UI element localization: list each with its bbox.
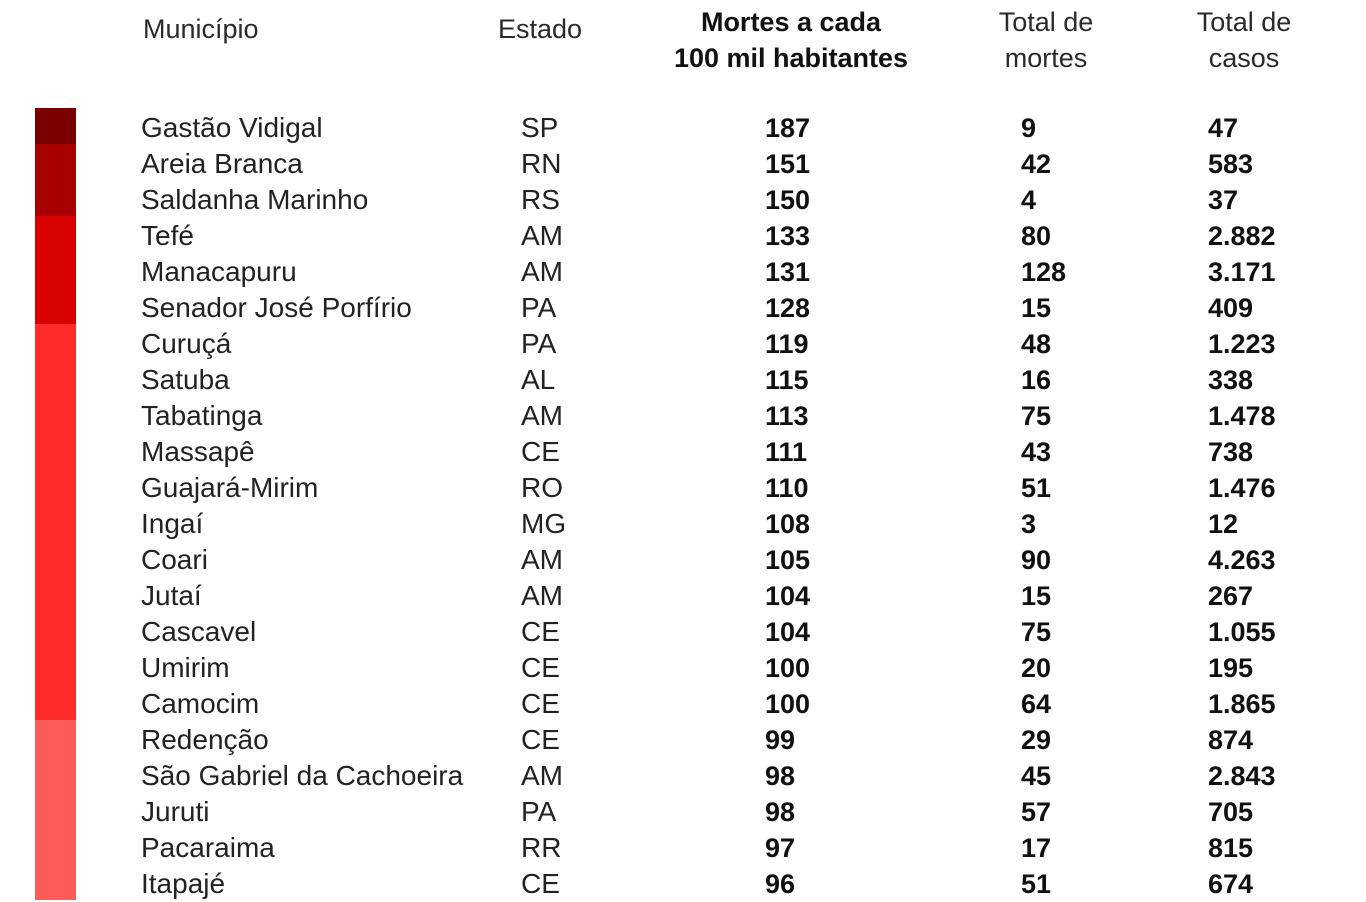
cell-deaths: 51 bbox=[1021, 473, 1052, 503]
cell-deaths: 16 bbox=[1021, 365, 1052, 395]
table-row bbox=[0, 398, 1366, 434]
table-row bbox=[0, 362, 1366, 398]
cell-municipio: São Gabriel da Cachoeira bbox=[141, 760, 464, 791]
cell-estado: AM bbox=[521, 544, 563, 575]
cell-estado: AM bbox=[521, 580, 563, 611]
column-header-cases bbox=[1164, 4, 1324, 76]
table-row bbox=[0, 578, 1366, 614]
cell-rate: 108 bbox=[765, 509, 811, 539]
cell-rate: 99 bbox=[765, 725, 796, 755]
cell-municipio: Areia Branca bbox=[141, 148, 303, 179]
cell-estado: CE bbox=[521, 724, 560, 755]
column-header-rate bbox=[646, 4, 936, 76]
cell-deaths: 45 bbox=[1021, 761, 1052, 791]
table-row bbox=[0, 470, 1366, 506]
cell-cases: 815 bbox=[1208, 833, 1254, 863]
cell-rate: 104 bbox=[765, 617, 811, 647]
cell-municipio: Ingaí bbox=[141, 508, 204, 539]
cell-cases: 37 bbox=[1208, 185, 1239, 215]
column-header-municipio-label: Município bbox=[143, 14, 259, 44]
cell-deaths: 4 bbox=[1021, 185, 1037, 215]
cell-cases: 195 bbox=[1208, 653, 1254, 683]
table-row bbox=[0, 182, 1366, 218]
cell-rate: 115 bbox=[765, 365, 809, 395]
column-header-deaths-line2: mortes bbox=[1004, 43, 1088, 73]
column-header-cases-line2: casos bbox=[1208, 43, 1280, 73]
cell-rate: 98 bbox=[765, 761, 796, 791]
cell-cases: 338 bbox=[1208, 365, 1254, 395]
cell-cases: 2.882 bbox=[1208, 221, 1276, 251]
cell-rate: 128 bbox=[765, 293, 811, 323]
cell-municipio: Gastão Vidigal bbox=[141, 112, 323, 143]
cell-estado: RS bbox=[521, 184, 560, 215]
cell-estado: AL bbox=[521, 364, 556, 395]
cell-deaths: 42 bbox=[1021, 149, 1052, 179]
cell-municipio: Guajará-Mirim bbox=[141, 472, 319, 503]
cell-estado: RN bbox=[521, 148, 562, 179]
table-row bbox=[0, 686, 1366, 722]
cell-cases: 1.055 bbox=[1208, 617, 1276, 647]
cell-estado: RR bbox=[521, 832, 562, 863]
cell-deaths: 48 bbox=[1021, 329, 1052, 359]
cell-municipio: Manacapuru bbox=[141, 256, 297, 287]
cell-deaths: 80 bbox=[1021, 221, 1052, 251]
cell-municipio: Massapê bbox=[141, 436, 255, 467]
column-header-rate-line1: Mortes a cada bbox=[700, 7, 882, 37]
cell-municipio: Redenção bbox=[141, 724, 269, 755]
cell-municipio: Cascavel bbox=[141, 616, 257, 647]
cell-estado: AM bbox=[521, 220, 563, 251]
table-row bbox=[0, 434, 1366, 470]
cell-estado: PA bbox=[521, 328, 557, 359]
cell-municipio: Senador José Porfírio bbox=[141, 292, 412, 323]
cell-deaths: 20 bbox=[1021, 653, 1052, 683]
cell-cases: 12 bbox=[1208, 509, 1239, 539]
cell-estado: SP bbox=[521, 112, 559, 143]
cell-estado: PA bbox=[521, 796, 557, 827]
table-row bbox=[0, 830, 1366, 866]
cell-rate: 96 bbox=[765, 869, 796, 899]
cell-municipio: Tefé bbox=[141, 220, 194, 251]
cell-deaths: 15 bbox=[1021, 581, 1052, 611]
table-row bbox=[0, 542, 1366, 578]
cell-deaths: 75 bbox=[1021, 617, 1052, 647]
cell-municipio: Itapajé bbox=[141, 868, 226, 899]
cell-municipio: Coari bbox=[141, 544, 208, 575]
cell-cases: 47 bbox=[1208, 113, 1239, 143]
table-row bbox=[0, 650, 1366, 686]
table-row bbox=[0, 110, 1366, 146]
cell-deaths: 128 bbox=[1021, 257, 1067, 287]
cell-estado: PA bbox=[521, 292, 557, 323]
column-header-deaths bbox=[966, 4, 1126, 76]
table-row bbox=[0, 218, 1366, 254]
cell-rate: 150 bbox=[765, 185, 811, 215]
table-row bbox=[0, 326, 1366, 362]
cell-rate: 119 bbox=[765, 329, 809, 359]
cell-rate: 100 bbox=[765, 653, 811, 683]
cell-deaths: 29 bbox=[1021, 725, 1052, 755]
cell-cases: 674 bbox=[1208, 869, 1254, 899]
cell-deaths: 90 bbox=[1021, 545, 1052, 575]
column-header-rate-line2: 100 mil habitantes bbox=[673, 43, 909, 73]
cell-estado: CE bbox=[521, 652, 560, 683]
cell-cases: 2.843 bbox=[1208, 761, 1276, 791]
table-row bbox=[0, 146, 1366, 182]
cell-estado: AM bbox=[521, 256, 563, 287]
cell-estado: CE bbox=[521, 868, 560, 899]
cell-rate: 131 bbox=[765, 257, 811, 287]
cell-cases: 1.478 bbox=[1208, 401, 1276, 431]
column-header-cases-line1: Total de bbox=[1196, 7, 1292, 37]
cell-rate: 187 bbox=[765, 113, 811, 143]
cell-deaths: 75 bbox=[1021, 401, 1052, 431]
cell-cases: 267 bbox=[1208, 581, 1254, 611]
table-row bbox=[0, 758, 1366, 794]
table-row bbox=[0, 722, 1366, 758]
cell-deaths: 43 bbox=[1021, 437, 1052, 467]
cell-deaths: 3 bbox=[1021, 509, 1037, 539]
cell-rate: 110 bbox=[765, 473, 809, 503]
cell-estado: CE bbox=[521, 436, 560, 467]
cell-cases: 583 bbox=[1208, 149, 1254, 179]
cell-deaths: 51 bbox=[1021, 869, 1052, 899]
cell-estado: RO bbox=[521, 472, 563, 503]
cell-deaths: 15 bbox=[1021, 293, 1052, 323]
table-row bbox=[0, 794, 1366, 830]
table-row bbox=[0, 506, 1366, 542]
cell-rate: 111 bbox=[765, 437, 808, 467]
cell-cases: 1.865 bbox=[1208, 689, 1276, 719]
cell-deaths: 17 bbox=[1021, 833, 1052, 863]
cell-municipio: Curuçá bbox=[141, 328, 232, 359]
cell-rate: 113 bbox=[765, 401, 809, 431]
table-row bbox=[0, 290, 1366, 326]
cell-cases: 1.476 bbox=[1208, 473, 1276, 503]
cell-rate: 104 bbox=[765, 581, 811, 611]
table-row bbox=[0, 614, 1366, 650]
column-header-deaths-line1: Total de bbox=[998, 7, 1094, 37]
table-row bbox=[0, 254, 1366, 290]
cell-municipio: Umirim bbox=[141, 652, 230, 683]
cell-municipio: Pacaraima bbox=[141, 832, 275, 863]
cell-rate: 97 bbox=[765, 833, 796, 863]
cell-cases: 874 bbox=[1208, 725, 1254, 755]
cell-cases: 409 bbox=[1208, 293, 1254, 323]
cell-cases: 1.223 bbox=[1208, 329, 1276, 359]
cell-rate: 133 bbox=[765, 221, 811, 251]
cell-estado: MG bbox=[521, 508, 567, 539]
cell-municipio: Tabatinga bbox=[141, 400, 263, 431]
cell-rate: 151 bbox=[765, 149, 811, 179]
cell-rate: 98 bbox=[765, 797, 796, 827]
column-header-estado-label: Estado bbox=[498, 14, 583, 44]
column-header-estado bbox=[498, 11, 582, 47]
cell-estado: AM bbox=[521, 400, 563, 431]
cell-deaths: 64 bbox=[1021, 689, 1052, 719]
cell-rate: 100 bbox=[765, 689, 811, 719]
cell-cases: 705 bbox=[1208, 797, 1254, 827]
cell-estado: CE bbox=[521, 616, 560, 647]
cell-municipio: Juruti bbox=[141, 796, 210, 827]
cell-municipio: Satuba bbox=[141, 364, 230, 395]
cell-deaths: 9 bbox=[1021, 113, 1037, 143]
column-header-municipio bbox=[143, 11, 259, 47]
cell-cases: 738 bbox=[1208, 437, 1254, 467]
cell-estado: AM bbox=[521, 760, 563, 791]
cell-rate: 105 bbox=[765, 545, 811, 575]
cell-municipio: Saldanha Marinho bbox=[141, 184, 369, 215]
table-row bbox=[0, 866, 1366, 902]
cell-cases: 3.171 bbox=[1208, 257, 1276, 287]
cell-municipio: Jutaí bbox=[141, 580, 202, 611]
cell-cases: 4.263 bbox=[1208, 545, 1276, 575]
cell-municipio: Camocim bbox=[141, 688, 260, 719]
cell-deaths: 57 bbox=[1021, 797, 1052, 827]
cell-estado: CE bbox=[521, 688, 560, 719]
